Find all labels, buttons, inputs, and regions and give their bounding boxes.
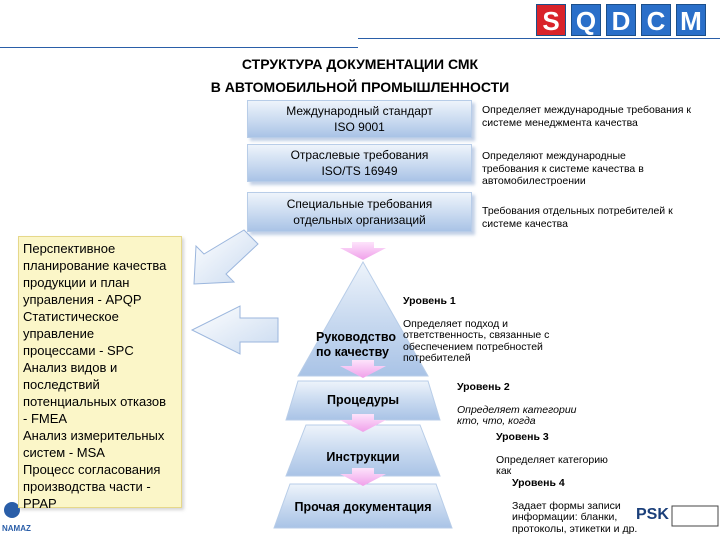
pyramid-label-manual: Руководство по качеству [316, 330, 397, 359]
standard-desc-isots16949: Определяют международные требования к системе качества в автомобилестроении [482, 150, 644, 187]
standard-title: Отраслевые требования [290, 148, 429, 162]
page-title-line2: В АВТОМОБИЛЬНОЙ ПРОМЫШЛЕННОСТИ [210, 79, 510, 95]
standard-title: Специальные требования [286, 197, 433, 211]
level-1-text: Определяет подход и ответственность, связанные с обеспечением потребностей потребителей [403, 317, 550, 364]
logo-letter-c: C [641, 4, 671, 36]
standard-desc-special: Требования отдельных потребителей к системе качества [482, 205, 673, 230]
level-2-title: Уровень 2 [457, 380, 510, 393]
standard-box-special [247, 192, 472, 232]
level-1-desc [403, 284, 593, 376]
brand-right: PSK [636, 506, 669, 523]
pyramid-label-procedures: Процедуры [326, 393, 400, 407]
core-tools-note: Перспективное планирование качества продукции и план управления - APQP Статистическое управление процессами - SPC Анализ видов и последствий потенциальных отказов - FMEA Анализ измерительных систем - MSA Процесс согласования производства части - PPAP [18, 236, 182, 508]
logo-letter-m: M [676, 4, 706, 36]
level-4-title: Уровень 4 [512, 476, 565, 489]
level-1-title: Уровень 1 [403, 294, 456, 307]
pyramid-label-instructions: Инструкции [326, 450, 400, 464]
level-2-text: Определяет категории кто, что, когда [457, 403, 577, 427]
arrow-to-left-box-upper [194, 230, 258, 284]
down-arrow-1 [340, 242, 386, 260]
logo-letter-s: S [536, 4, 566, 36]
level-4-text: Задает формы записи информации: бланки, протоколы, этикетки и др. [512, 499, 638, 535]
logo-letter-q: Q [571, 4, 601, 36]
level-3-text: Определяет категорию как [496, 453, 608, 477]
standard-code: ISO 9001 [334, 120, 385, 134]
arrow-to-left-box-lower [192, 306, 278, 354]
standard-desc-iso9001: Определяет международные требования к системе менеджмента качества [482, 104, 691, 129]
page-title-line1: СТРУКТУРА ДОКУМЕНТАЦИИ СМК [241, 56, 479, 72]
standard-title: Международный стандарт [286, 104, 433, 118]
pyramid-label-other: Прочая документация [294, 500, 432, 514]
brand-left: NAMAZ [2, 524, 31, 533]
level-4-desc [512, 466, 702, 547]
standard-code: ISO/TS 16949 [321, 164, 398, 178]
logo-letter-d: D [606, 4, 636, 36]
level-3-title: Уровень 3 [496, 430, 549, 443]
standard-box-iso9001 [247, 100, 472, 138]
standard-box-isots16949 [247, 144, 472, 182]
standard-subtitle: отдельных организаций [293, 213, 426, 227]
